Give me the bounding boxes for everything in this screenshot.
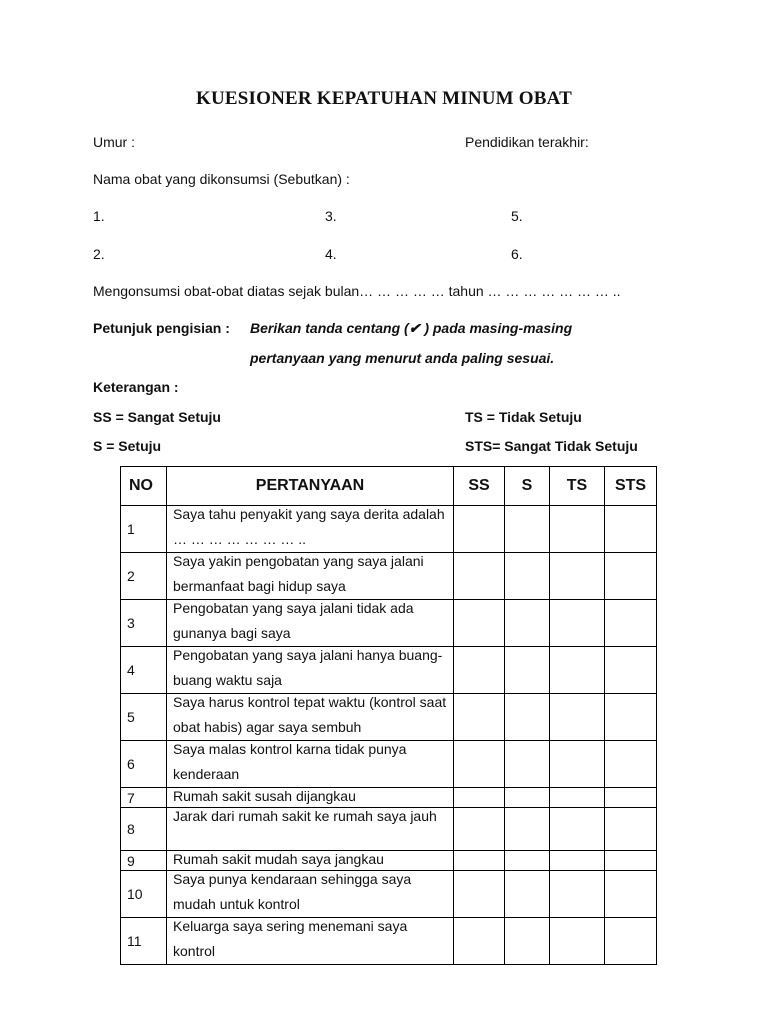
header-sts: STS	[605, 467, 657, 506]
table-row	[121, 553, 657, 600]
row-number: 8	[121, 808, 167, 851]
legend-ss: SS = Sangat Setuju	[93, 409, 221, 425]
answer-cell-ss[interactable]	[454, 741, 505, 788]
sejak-line: Mengonsumsi obat-obat diatas sejak bulan… … … … … tahun … … … … … … … ..	[93, 283, 621, 299]
header-no: NO	[121, 467, 167, 506]
answer-cell-ts[interactable]	[550, 600, 605, 647]
question-text: Saya tahu penyakit yang saya derita adalah … … … … … … … ..	[173, 506, 445, 547]
question-cell	[167, 808, 454, 851]
legend-ts: TS = Tidak Setuju	[465, 409, 582, 425]
table-row	[121, 600, 657, 647]
answer-cell-ts[interactable]	[550, 647, 605, 694]
petunjuk-line-2: pertanyaan yang menurut anda paling sesuai.	[250, 350, 555, 366]
obat-number-1: 1.	[93, 208, 105, 224]
header-s: S	[505, 467, 550, 506]
row-number: 7	[121, 788, 167, 808]
answer-cell-s[interactable]	[505, 918, 550, 965]
answer-cell-ts[interactable]	[550, 808, 605, 851]
answer-cell-sts[interactable]	[605, 918, 657, 965]
answer-cell-ss[interactable]	[454, 694, 505, 741]
row-number: 3	[121, 600, 167, 647]
row-number: 1	[121, 506, 167, 553]
answer-cell-ts[interactable]	[550, 506, 605, 553]
question-text: Saya yakin pengobatan yang saya jalani bermanfaat bagi hidup saya	[173, 553, 424, 594]
table-row	[121, 694, 657, 741]
answer-cell-sts[interactable]	[605, 694, 657, 741]
answer-cell-ss[interactable]	[454, 918, 505, 965]
answer-cell-ts[interactable]	[550, 553, 605, 600]
answer-cell-sts[interactable]	[605, 506, 657, 553]
obat-number-5: 5.	[511, 208, 523, 224]
header-ss: SS	[454, 467, 505, 506]
row-number: 5	[121, 694, 167, 741]
question-cell	[167, 600, 454, 647]
table-row	[121, 871, 657, 918]
answer-cell-s[interactable]	[505, 600, 550, 647]
answer-cell-sts[interactable]	[605, 741, 657, 788]
answer-cell-s[interactable]	[505, 553, 550, 600]
answer-cell-sts[interactable]	[605, 600, 657, 647]
answer-cell-ss[interactable]	[454, 788, 505, 808]
answer-cell-sts[interactable]	[605, 871, 657, 918]
answer-cell-s[interactable]	[505, 851, 550, 871]
question-text: Rumah sakit mudah saya jangkau	[173, 851, 384, 867]
question-cell	[167, 647, 454, 694]
answer-cell-ts[interactable]	[550, 871, 605, 918]
answer-cell-sts[interactable]	[605, 647, 657, 694]
document-title: KUESIONER KEPATUHAN MINUM OBAT	[196, 88, 572, 109]
question-text: Rumah sakit susah dijangkau	[173, 788, 356, 804]
answer-cell-s[interactable]	[505, 788, 550, 808]
question-text: Pengobatan yang saya jalani tidak ada gunanya bagi saya	[173, 600, 414, 641]
legend-s: S = Setuju	[93, 438, 162, 454]
answer-cell-s[interactable]	[505, 647, 550, 694]
table-header-row	[121, 467, 657, 506]
row-number: 11	[121, 918, 167, 965]
answer-cell-sts[interactable]	[605, 808, 657, 851]
question-text: Saya malas kontrol karna tidak punya kenderaan	[173, 741, 407, 782]
row-number: 9	[121, 851, 167, 871]
question-cell	[167, 553, 454, 600]
obat-number-6: 6.	[511, 246, 523, 262]
header-ts: TS	[550, 467, 605, 506]
answer-cell-ss[interactable]	[454, 600, 505, 647]
answer-cell-sts[interactable]	[605, 851, 657, 871]
answer-cell-ss[interactable]	[454, 808, 505, 851]
answer-cell-ts[interactable]	[550, 851, 605, 871]
question-text: Saya punya kendaraan sehingga saya mudah untuk kontrol	[173, 871, 412, 912]
row-number: 2	[121, 553, 167, 600]
question-cell	[167, 694, 454, 741]
answer-cell-s[interactable]	[505, 741, 550, 788]
table-row	[121, 506, 657, 553]
question-text: Pengobatan yang saya jalani hanya buang-buang waktu saja	[173, 647, 443, 688]
answer-cell-s[interactable]	[505, 808, 550, 851]
answer-cell-ss[interactable]	[454, 647, 505, 694]
obat-number-4: 4.	[325, 246, 337, 262]
answer-cell-ss[interactable]	[454, 553, 505, 600]
answer-cell-s[interactable]	[505, 871, 550, 918]
header-pertanyaan: PERTANYAAN	[167, 467, 454, 506]
keterangan-label: Keterangan :	[93, 379, 179, 395]
pendidikan-label: Pendidikan terakhir:	[465, 134, 589, 150]
row-number: 6	[121, 741, 167, 788]
question-cell	[167, 506, 454, 553]
question-cell	[167, 741, 454, 788]
answer-cell-ts[interactable]	[550, 741, 605, 788]
petunjuk-label: Petunjuk pengisian :	[93, 320, 230, 336]
answer-cell-ss[interactable]	[454, 506, 505, 553]
question-cell	[167, 871, 454, 918]
answer-cell-s[interactable]	[505, 694, 550, 741]
table-row	[121, 808, 657, 851]
answer-cell-sts[interactable]	[605, 788, 657, 808]
answer-cell-s[interactable]	[505, 506, 550, 553]
table-row	[121, 918, 657, 965]
answer-cell-ts[interactable]	[550, 788, 605, 808]
question-text: Saya harus kontrol tepat waktu (kontrol saat obat habis) agar saya sembuh	[173, 694, 447, 735]
table-row	[121, 647, 657, 694]
table-row	[121, 741, 657, 788]
answer-cell-ts[interactable]	[550, 918, 605, 965]
answer-cell-ss[interactable]	[454, 851, 505, 871]
petunjuk-line-1: Berikan tanda centang (✔ ) pada masing-masing	[250, 320, 573, 336]
obat-number-3: 3.	[325, 208, 337, 224]
legend-sts: STS= Sangat Tidak Setuju	[465, 438, 638, 454]
nama-obat-label: Nama obat yang dikonsumsi (Sebutkan) :	[93, 171, 350, 187]
answer-cell-ts[interactable]	[550, 694, 605, 741]
obat-number-2: 2.	[93, 246, 105, 262]
answer-cell-ss[interactable]	[454, 871, 505, 918]
question-text: Keluarga saya sering menemani saya kontrol	[173, 918, 408, 959]
row-number: 10	[121, 871, 167, 918]
answer-cell-sts[interactable]	[605, 553, 657, 600]
questionnaire-table	[120, 466, 657, 965]
umur-label: Umur :	[93, 134, 135, 150]
row-number: 4	[121, 647, 167, 694]
question-cell	[167, 918, 454, 965]
question-text: Jarak dari rumah sakit ke rumah saya jauh	[173, 808, 437, 824]
